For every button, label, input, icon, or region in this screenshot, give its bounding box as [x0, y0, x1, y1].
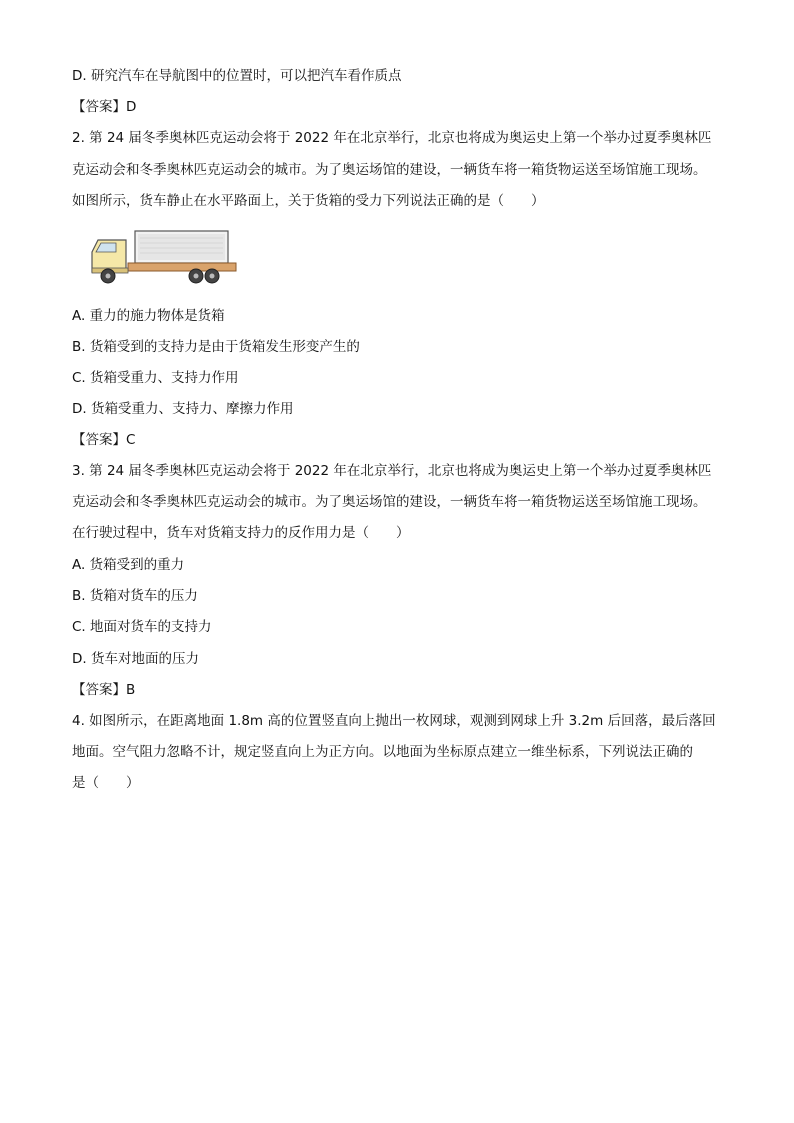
q2-stem-line-3: 如图所示，货车静止在水平路面上，关于货箱的受力下列说法正确的是（ ） [72, 193, 545, 209]
answer-value: B [126, 682, 136, 698]
q3-answer [72, 680, 135, 700]
q1-answer [72, 97, 136, 117]
q2-stem-line-1: 2. 第 24 届冬季奥林匹克运动会将于 2022 年在北京举行，北京也将成为奥运史上第一个举办过夏季奥林匹 [72, 130, 712, 146]
q3-option-a: A. 货箱受到的重力 [72, 557, 185, 573]
q3-stem-line-3: 在行驶过程中，货车对货箱支持力的反作用力是（ ） [72, 525, 410, 541]
q4-stem-line-3: 是（ ） [72, 775, 140, 791]
q2-option-a: A. 重力的施力物体是货箱 [72, 308, 225, 324]
q2-option-b: B. 货箱受到的支持力是由于货箱发生形变产生的 [72, 339, 360, 355]
q3-stem-line-2: 克运动会和冬季奥林匹克运动会的城市。为了奥运场馆的建设，一辆货车将一箱货物运送至场馆施工现场。 [72, 494, 707, 510]
q2-option-d: D. 货箱受重力、支持力、摩擦力作用 [72, 401, 294, 417]
answer-label: 【答案】 [72, 682, 126, 698]
q2-option-c: C. 货箱受重力、支持力作用 [72, 370, 239, 386]
q2-stem-line-2: 克运动会和冬季奥林匹克运动会的城市。为了奥运场馆的建设，一辆货车将一箱货物运送至场馆施工现场。 [72, 162, 707, 178]
answer-value: C [126, 432, 136, 448]
answer-label: 【答案】 [72, 432, 126, 448]
q3-option-b: B. 货箱对货车的压力 [72, 588, 198, 604]
q3-stem-line-1: 3. 第 24 届冬季奥林匹克运动会将于 2022 年在北京举行，北京也将成为奥运史上第一个举办过夏季奥林匹 [72, 463, 712, 479]
q2-answer [72, 430, 135, 450]
truck-illustration [88, 228, 238, 288]
truck-bed [128, 263, 236, 271]
q3-option-d: D. 货车对地面的压力 [72, 651, 199, 667]
q4-stem-line-2: 地面。空气阻力忽略不计，规定竖直向上为正方向。以地面为坐标原点建立一维坐标系，下列说法正确的 [72, 744, 693, 760]
q3-option-c: C. 地面对货车的支持力 [72, 619, 212, 635]
q1-option-d: D. 研究汽车在导航图中的位置时，可以把汽车看作质点 [72, 68, 402, 84]
answer-value: D [126, 99, 137, 115]
answer-label: 【答案】 [72, 99, 126, 115]
q4-stem-line-1: 4. 如图所示，在距离地面 1.8m 高的位置竖直向上抛出一枚网球，观测到网球上升 3.2m 后回落，最后落回 [72, 713, 716, 729]
